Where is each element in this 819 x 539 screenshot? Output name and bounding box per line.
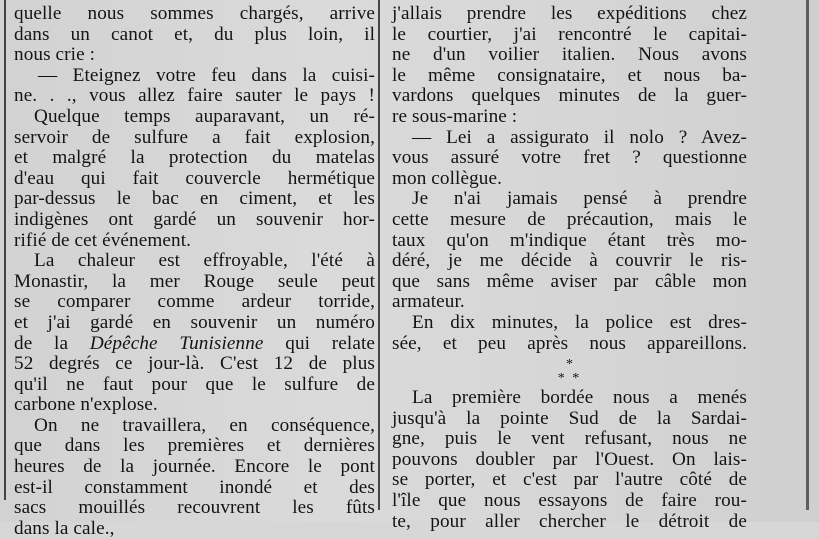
text-line: sée, et peu après nous appareillons. [392, 332, 747, 354]
text-line: Monastir, la mer Rouge seule peut [14, 270, 375, 292]
text-line: vous assuré votre fret ? questionne [392, 147, 747, 169]
left-text-column [14, 4, 375, 539]
text-line: vardons quelques minutes de la guer- [392, 85, 747, 107]
text-line: cette mesure de précaution, mais le [392, 208, 747, 230]
text-line: qu'il ne faut pour que le sulfure de [14, 373, 375, 395]
text-line: dans un canot et, du plus loin, il [14, 23, 375, 45]
text-line: armateur. [392, 291, 465, 313]
text-line: — Eteignez votre feu dans la cuisi- [38, 64, 375, 86]
left-column-rule [4, 0, 6, 500]
text-line: servoir de sulfure a fait explosion, [14, 126, 375, 148]
text-line: jusqu'à la pointe Sud de la Sardai- [392, 407, 747, 429]
text-line: se porter, et c'est par l'autre côté de [392, 469, 747, 491]
text-line: se comparer comme ardeur torride, [14, 291, 375, 313]
text-line: Quelque temps auparavant, un ré- [34, 105, 375, 127]
text-line: j'allais prendre les expéditions chez [392, 3, 747, 24]
text-line: le même consignataire, et nous ba- [392, 64, 747, 86]
text-line: le courtier, j'ai rencontré le capitai- [392, 23, 747, 45]
text-line: est-il constamment inondé et des [14, 476, 375, 498]
text-line: ne. . ., vous allez faire sauter le pays ! [14, 85, 375, 107]
newspaper-title: Dépêche Tunisienne [89, 332, 264, 354]
text-line: carbone n'explose. [14, 394, 158, 416]
text-line: La chaleur est effroyable, l'été à [34, 250, 375, 272]
text-line: rifié de cet événement. [14, 229, 192, 251]
text-segment: qui relate [263, 332, 376, 354]
text-line: gne, puis le vent refusant, nous ne [392, 428, 747, 450]
text-line: — Lei a assigurato il nolo ? Avez- [412, 126, 747, 148]
column-divider-rule [378, 0, 380, 510]
right-text-column [392, 4, 747, 532]
text-line: La première bordée nous a menés [412, 387, 747, 409]
text-line: par-dessus le bac en ciment, et les [14, 188, 375, 210]
text-line: Je n'ai jamais pensé à prendre [412, 188, 747, 210]
text-line: que sans même aviser par câble mon [392, 270, 747, 292]
text-line: ne d'un voilier italien. Nous avons [392, 44, 747, 66]
text-line: quelle nous sommes chargés, arrive [14, 3, 375, 24]
text-line: et malgré la protection du matelas [14, 147, 375, 169]
text-line [14, 334, 375, 355]
asterism-top: * [565, 357, 574, 373]
text-line: taux qu'on m'indique étant très mo- [392, 229, 747, 251]
text-line: heures de la journée. Encore le pont [14, 456, 375, 478]
asterism-bottom: * * [557, 371, 582, 387]
text-line: que dans les premières et dernières [14, 435, 375, 457]
text-line: te, pour aller chercher le détroit de [392, 510, 747, 532]
text-line: d'eau qui fait couvercle hermétique [14, 167, 375, 189]
text-line: En dix minutes, la police est dres- [412, 311, 747, 333]
text-line: indigènes ont gardé un souvenir hor- [14, 208, 375, 230]
text-line: déré, je me décide à couvrir le ris- [392, 250, 747, 272]
text-line: sacs mouillés recouvrent les fûts [14, 497, 375, 519]
right-edge-rule [806, 0, 809, 510]
text-line: pouvons doubler par l'Ouest. On lais- [392, 448, 747, 470]
text-segment: de la [14, 332, 90, 354]
text-line: nous crie : [14, 44, 96, 66]
text-line: et j'ai gardé en souvenir un numéro [14, 311, 375, 333]
text-line: dans la cale., [14, 517, 115, 539]
text-line: mon collègue. [392, 167, 502, 189]
text-line: 52 degrés ce jour-là. C'est 12 de plus [14, 353, 375, 375]
section-break-asterism [392, 354, 747, 388]
text-line: re sous-marine : [392, 105, 518, 127]
text-line: On ne travaillera, en conséquence, [34, 414, 375, 436]
text-line: l'île que nous essayons de faire rou- [392, 490, 747, 512]
